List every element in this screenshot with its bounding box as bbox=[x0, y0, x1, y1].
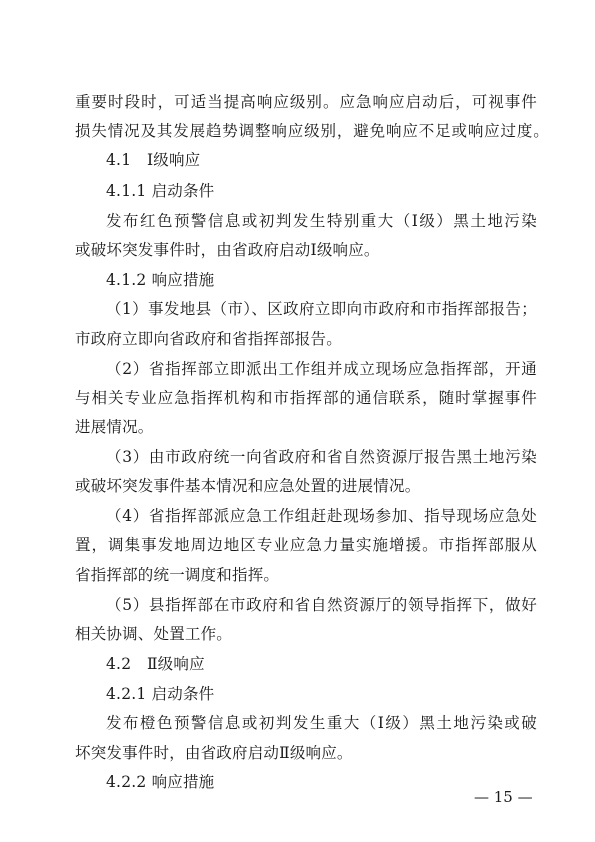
body-text-line: 发布红色预警信息或初判发生特别重大（Ⅰ级）黑土地污染 bbox=[106, 212, 537, 230]
body-text-line: 损失情况及其发展趋势调整响应级别，避免响应不足或响应过度。 bbox=[75, 122, 549, 140]
subsection-heading: 4.1.2 响应措施 bbox=[106, 271, 215, 289]
list-item-text: 省指挥部的统一调度和指挥。 bbox=[75, 566, 280, 584]
list-item-text: （5）县指挥部在市政府和省自然资源厅的领导指挥下，做好 bbox=[106, 596, 537, 614]
list-item-text: （3）由市政府统一向省政府和省自然资源厅报告黑土地污染 bbox=[106, 448, 537, 466]
section-heading: 4.2 Ⅱ级响应 bbox=[106, 655, 205, 673]
body-text-line: 或破坏突发事件时，由省政府启动Ⅰ级响应。 bbox=[75, 241, 380, 259]
list-item-text: （1）事发地县（市）、区政府立即向市政府和市指挥部报告； bbox=[106, 300, 537, 318]
body-text-line: 重要时段时，可适当提高响应级别。应急响应启动后，可视事件 bbox=[75, 93, 537, 111]
list-item-text: 市政府立即向省政府和省指挥部报告。 bbox=[75, 330, 342, 348]
subsection-heading: 4.1.1 启动条件 bbox=[106, 182, 215, 200]
list-item-text: 置，调集事发地周边地区专业应急力量实施增援。市指挥部服从 bbox=[75, 536, 537, 554]
page-number: — 15 — bbox=[474, 788, 533, 806]
list-item-text: 或破坏突发事件基本情况和应急处置的进展情况。 bbox=[75, 477, 421, 495]
list-item-text: 进展情况。 bbox=[75, 418, 154, 436]
list-item-text: 与相关专业应急指挥机构和市指挥部的通信联系，随时掌握事件 bbox=[75, 389, 537, 407]
list-item-text: （2）省指挥部立即派出工作组并成立现场应急指挥部，开通 bbox=[106, 360, 537, 378]
list-item-text: （4）省指挥部派应急工作组赶赴现场参加、指导现场应急处 bbox=[106, 507, 537, 525]
body-text-line: 发布橙色预警信息或初判发生重大（Ⅰ级）黑土地污染或破 bbox=[106, 714, 537, 732]
subsection-heading: 4.2.2 响应措施 bbox=[106, 773, 215, 791]
section-heading: 4.1 Ⅰ级响应 bbox=[106, 151, 201, 169]
list-item-text: 相关协调、处置工作。 bbox=[75, 625, 233, 643]
subsection-heading: 4.2.1 启动条件 bbox=[106, 685, 215, 703]
body-text-line: 坏突发事件时，由省政府启动Ⅱ级响应。 bbox=[75, 744, 353, 762]
